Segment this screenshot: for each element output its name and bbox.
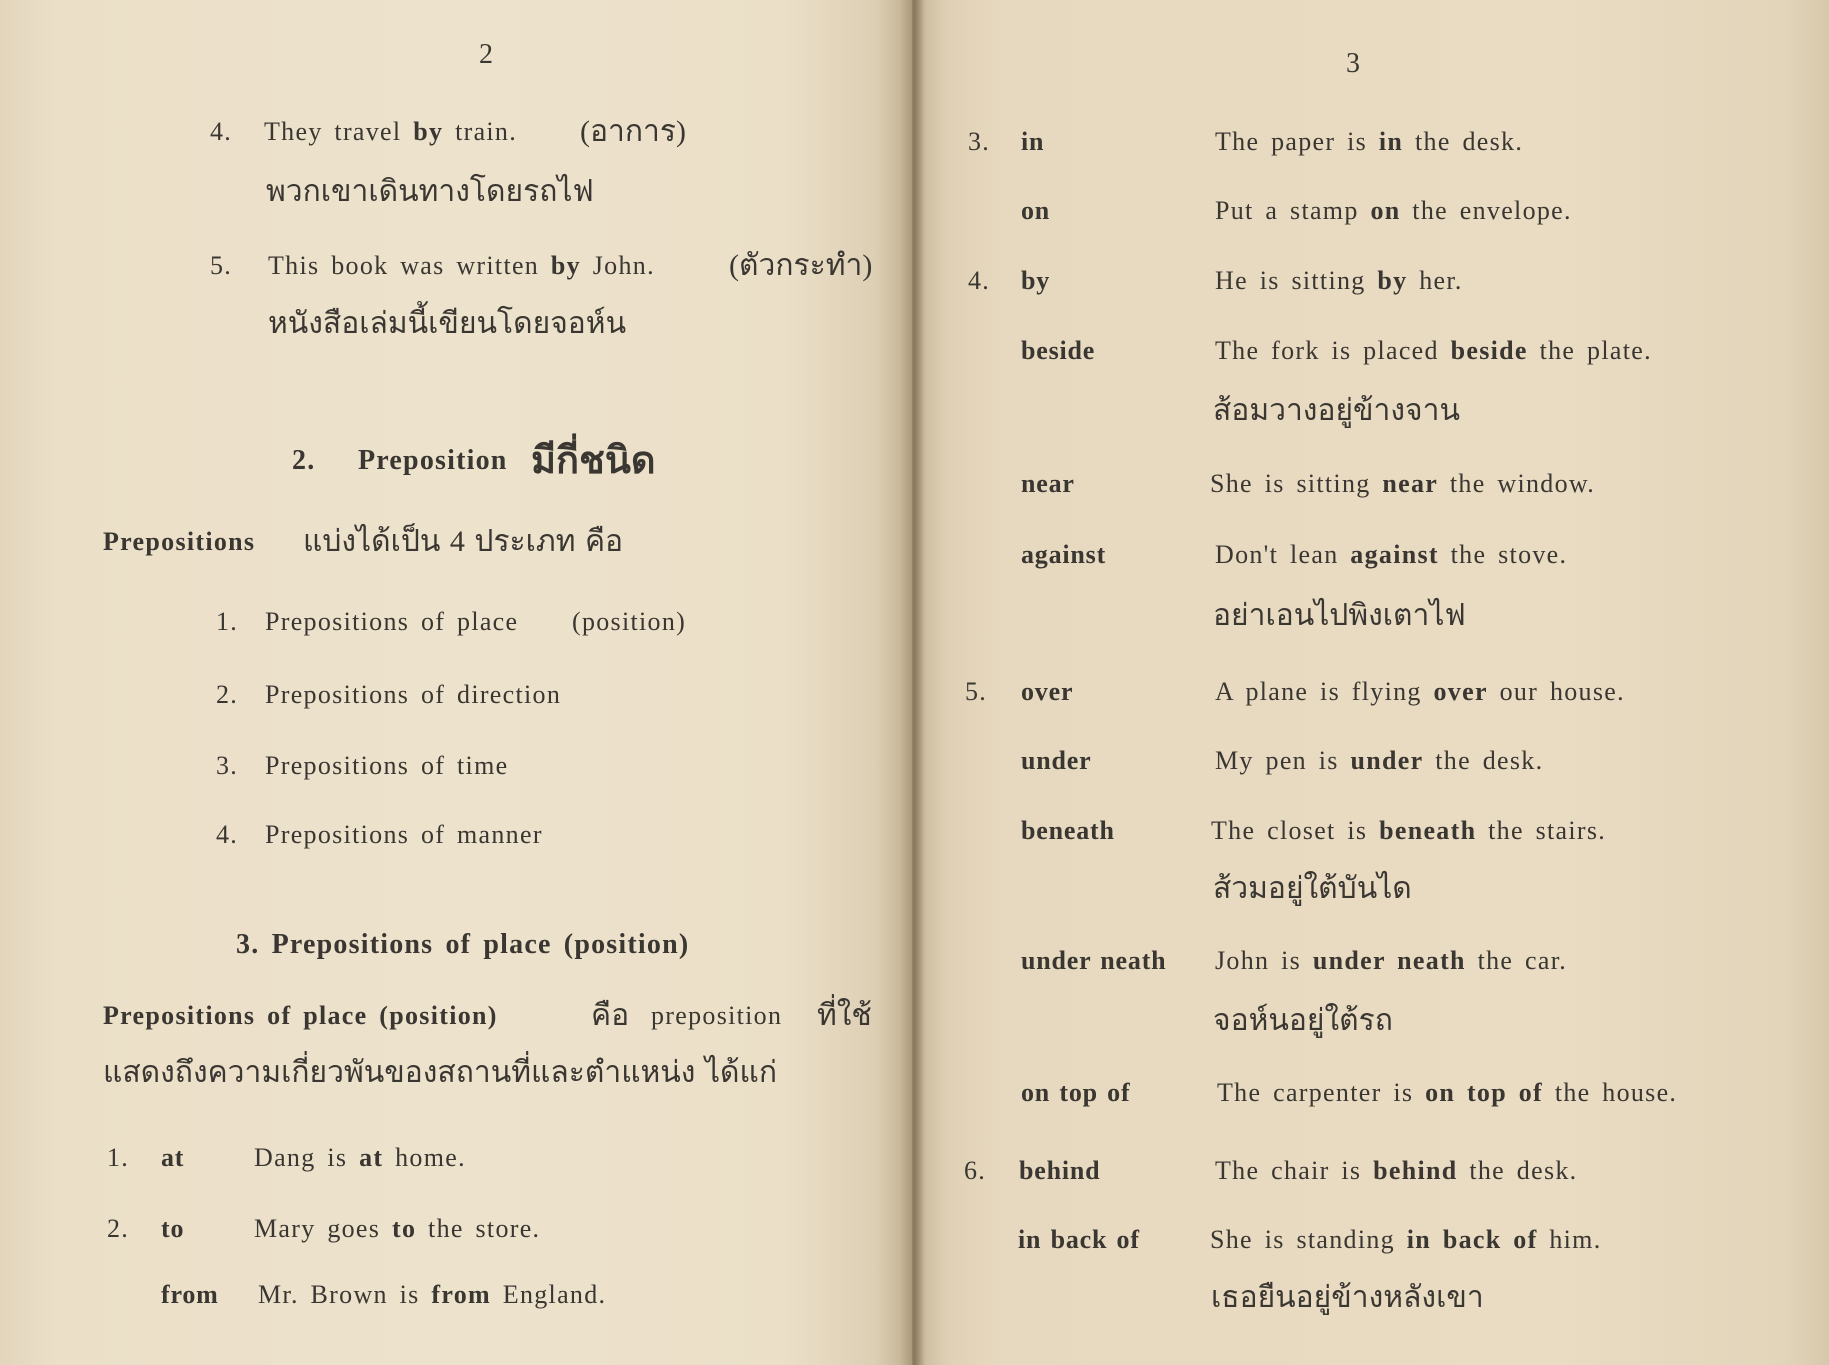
sentence-preposition: in back of	[1406, 1225, 1538, 1254]
definition-thai-text: คือ	[591, 999, 630, 1032]
sentence-preposition: near	[1382, 469, 1439, 498]
sentence-preposition: beneath	[1379, 816, 1477, 845]
preposition-word: in	[1021, 127, 1045, 156]
example-sentence	[1215, 261, 1463, 301]
example-sentence	[1215, 941, 1567, 981]
preposition-word: from	[161, 1280, 219, 1309]
sentence-part: The fork is placed	[1215, 336, 1451, 365]
sentence-part: He is sitting	[1215, 266, 1378, 295]
sentence-part: the stairs.	[1476, 816, 1607, 845]
sentence-preposition: by	[550, 251, 581, 280]
preposition-row	[912, 741, 1829, 781]
definition-line	[0, 996, 912, 1036]
list-text: Prepositions of place	[265, 607, 519, 636]
example-sentence	[254, 1209, 540, 1249]
sentence-preposition: to	[391, 1214, 417, 1243]
intro-thai-text: แบ่งได้เป็น 4 ประเภท คือ	[303, 525, 624, 558]
preposition-word: beside	[1021, 336, 1096, 365]
preposition-row	[912, 331, 1829, 371]
preposition-word: under neath	[1021, 946, 1167, 975]
sentence-part: This book was written	[268, 251, 551, 280]
row-number: 5.	[965, 677, 988, 706]
sentence-part: A plane is flying	[1215, 677, 1434, 706]
left-page	[0, 0, 912, 1365]
preposition-word: under	[1021, 746, 1092, 775]
preposition-row	[0, 1209, 912, 1249]
preposition-word: at	[161, 1143, 185, 1172]
sentence-part: England.	[490, 1280, 607, 1309]
section-heading	[0, 441, 912, 481]
example-thai-translation: หนังสือเล่มนี้เขียนโดยจอห์น	[268, 307, 627, 340]
row-number: 2.	[107, 1214, 130, 1243]
sentence-part: She is sitting	[1210, 469, 1383, 498]
example-sentence	[1217, 1073, 1677, 1113]
preposition-word: beneath	[1021, 816, 1115, 845]
sentence-preposition: behind	[1373, 1156, 1458, 1185]
preposition-word: on	[1021, 196, 1051, 225]
thai-translation: ส้อมวางอยู่ข้างจาน	[1213, 394, 1460, 427]
sentence-part: The chair is	[1215, 1156, 1374, 1185]
preposition-word: to	[161, 1214, 185, 1243]
list-number: 2.	[216, 680, 239, 709]
example-sentence	[1211, 811, 1606, 851]
list-item	[0, 746, 912, 786]
sentence-part: the car.	[1465, 946, 1568, 975]
sentence-part: The paper is	[1215, 127, 1379, 156]
sentence-preposition: in	[1378, 127, 1404, 156]
sentence-part: the envelope.	[1400, 196, 1572, 225]
book-spine	[900, 0, 926, 1365]
preposition-row	[912, 672, 1829, 712]
sentence-part: home.	[383, 1143, 466, 1172]
preposition-row	[912, 1073, 1829, 1113]
example-translation-line	[0, 304, 912, 344]
sentence-preposition: on	[1370, 196, 1401, 225]
translation-line	[912, 869, 1829, 909]
thai-translation: จอห์นอยู่ใต้รถ	[1213, 1004, 1393, 1037]
example-sentence	[254, 1138, 466, 1178]
sentence-part: Mary goes	[254, 1214, 392, 1243]
list-text: Prepositions of direction	[265, 680, 562, 709]
sentence-part: Dang is	[254, 1143, 360, 1172]
sentence-part: the stove.	[1438, 540, 1568, 569]
list-number: 1.	[216, 607, 239, 636]
preposition-word: near	[1021, 469, 1075, 498]
example-sentence	[1215, 741, 1543, 781]
sentence-preposition: on top of	[1425, 1078, 1544, 1107]
row-number: 3.	[968, 127, 991, 156]
example-translation-line	[0, 172, 912, 212]
sentence-part: the desk.	[1403, 127, 1524, 156]
example-sentence	[268, 246, 655, 286]
preposition-row	[912, 122, 1829, 162]
sentence-part: her.	[1407, 266, 1463, 295]
sentence-part: They travel	[264, 117, 414, 146]
section-title: Preposition	[358, 445, 508, 476]
definition-term: Prepositions of place (position)	[103, 1001, 498, 1030]
sentence-part: John.	[580, 251, 655, 280]
list-item	[0, 675, 912, 715]
list-item	[0, 602, 912, 642]
sentence-part: the desk.	[1457, 1156, 1578, 1185]
sentence-preposition: under	[1350, 746, 1424, 775]
definition-text: preposition	[651, 1001, 783, 1030]
preposition-word: on top of	[1021, 1078, 1131, 1107]
preposition-row	[912, 191, 1829, 231]
example-line	[0, 112, 912, 152]
section-thai-title: มีกี่ชนิด	[531, 440, 656, 482]
preposition-row	[912, 811, 1829, 851]
example-sentence	[1215, 122, 1523, 162]
example-thai-label: (ตัวกระทำ)	[729, 249, 873, 282]
list-text: Prepositions of manner	[265, 820, 543, 849]
example-thai-label: (อาการ)	[580, 115, 686, 148]
intro-term: Prepositions	[103, 527, 256, 556]
row-number: 6.	[964, 1156, 987, 1185]
right-page	[912, 0, 1829, 1365]
thai-translation: ส้วมอยู่ใต้บันได	[1213, 872, 1412, 905]
sentence-preposition: against	[1350, 540, 1439, 569]
preposition-row	[912, 941, 1829, 981]
sentence-preposition: by	[413, 117, 444, 146]
sentence-part: the desk.	[1423, 746, 1544, 775]
preposition-row	[912, 1151, 1829, 1191]
definition-line	[0, 1053, 912, 1093]
example-sentence	[1210, 1220, 1602, 1260]
preposition-row	[0, 1138, 912, 1178]
preposition-row	[912, 1220, 1829, 1260]
definition-thai-text: แสดงถึงความเกี่ยวพันของสถานที่และตำแหน่ง ได้แก่	[103, 1056, 778, 1089]
section-heading	[0, 925, 912, 965]
sentence-preposition: from	[431, 1280, 491, 1309]
definition-thai-text: ที่ใช้	[817, 999, 872, 1032]
example-sentence	[1210, 464, 1595, 504]
sentence-part: our house.	[1487, 677, 1625, 706]
sentence-part: Mr. Brown is	[258, 1280, 432, 1309]
list-number: 4.	[216, 820, 239, 849]
sentence-preposition: beside	[1450, 336, 1528, 365]
list-number: 3.	[216, 751, 239, 780]
row-number: 4.	[968, 266, 991, 295]
page-number: 3	[1346, 48, 1360, 79]
preposition-word: behind	[1019, 1156, 1101, 1185]
row-number: 1.	[107, 1143, 130, 1172]
list-parenthetical: (position)	[572, 607, 687, 636]
sentence-part: the house.	[1543, 1078, 1678, 1107]
section-number: 2.	[292, 445, 316, 476]
preposition-row	[912, 464, 1829, 504]
section-intro	[0, 522, 912, 562]
sentence-preposition: over	[1433, 677, 1488, 706]
sentence-part: The closet is	[1211, 816, 1380, 845]
example-number: 4.	[210, 117, 233, 146]
list-text: Prepositions of time	[265, 751, 509, 780]
preposition-word: in back of	[1018, 1225, 1140, 1254]
example-sentence	[1215, 672, 1625, 712]
sentence-preposition: at	[359, 1143, 384, 1172]
sentence-part: The carpenter is	[1217, 1078, 1426, 1107]
example-sentence	[1215, 191, 1572, 231]
sentence-part: him.	[1537, 1225, 1602, 1254]
translation-line	[912, 1001, 1829, 1041]
preposition-row	[912, 535, 1829, 575]
translation-line	[912, 391, 1829, 431]
sentence-part: Put a stamp	[1215, 196, 1371, 225]
sentence-part: the window.	[1438, 469, 1596, 498]
example-sentence	[1215, 535, 1567, 575]
sentence-part: Don't lean	[1215, 540, 1351, 569]
preposition-word: against	[1021, 540, 1107, 569]
example-line	[0, 246, 912, 286]
sentence-part: the plate.	[1527, 336, 1652, 365]
example-sentence	[258, 1275, 606, 1315]
translation-line	[912, 596, 1829, 636]
thai-translation: อย่าเอนไปพิงเตาไฟ	[1213, 599, 1466, 632]
preposition-word: over	[1021, 677, 1074, 706]
example-sentence	[264, 112, 517, 152]
sentence-part: She is standing	[1210, 1225, 1407, 1254]
example-sentence	[1215, 1151, 1577, 1191]
preposition-row	[912, 261, 1829, 301]
example-number: 5.	[210, 251, 233, 280]
page-number: 2	[479, 39, 493, 70]
section-title: 3. Prepositions of place (position)	[236, 929, 690, 960]
sentence-part: the store.	[416, 1214, 541, 1243]
list-item	[0, 815, 912, 855]
sentence-preposition: under neath	[1312, 946, 1466, 975]
thai-translation: เธอยืนอยู่ข้างหลังเขา	[1211, 1281, 1484, 1314]
sentence-preposition: by	[1377, 266, 1408, 295]
example-thai-translation: พวกเขาเดินทางโดยรถไฟ	[266, 175, 594, 208]
sentence-part: John is	[1215, 946, 1313, 975]
preposition-row	[0, 1275, 912, 1315]
example-sentence	[1215, 331, 1652, 371]
sentence-part: train.	[443, 117, 518, 146]
preposition-word: by	[1021, 266, 1051, 295]
translation-line	[912, 1278, 1829, 1318]
sentence-part: My pen is	[1215, 746, 1351, 775]
